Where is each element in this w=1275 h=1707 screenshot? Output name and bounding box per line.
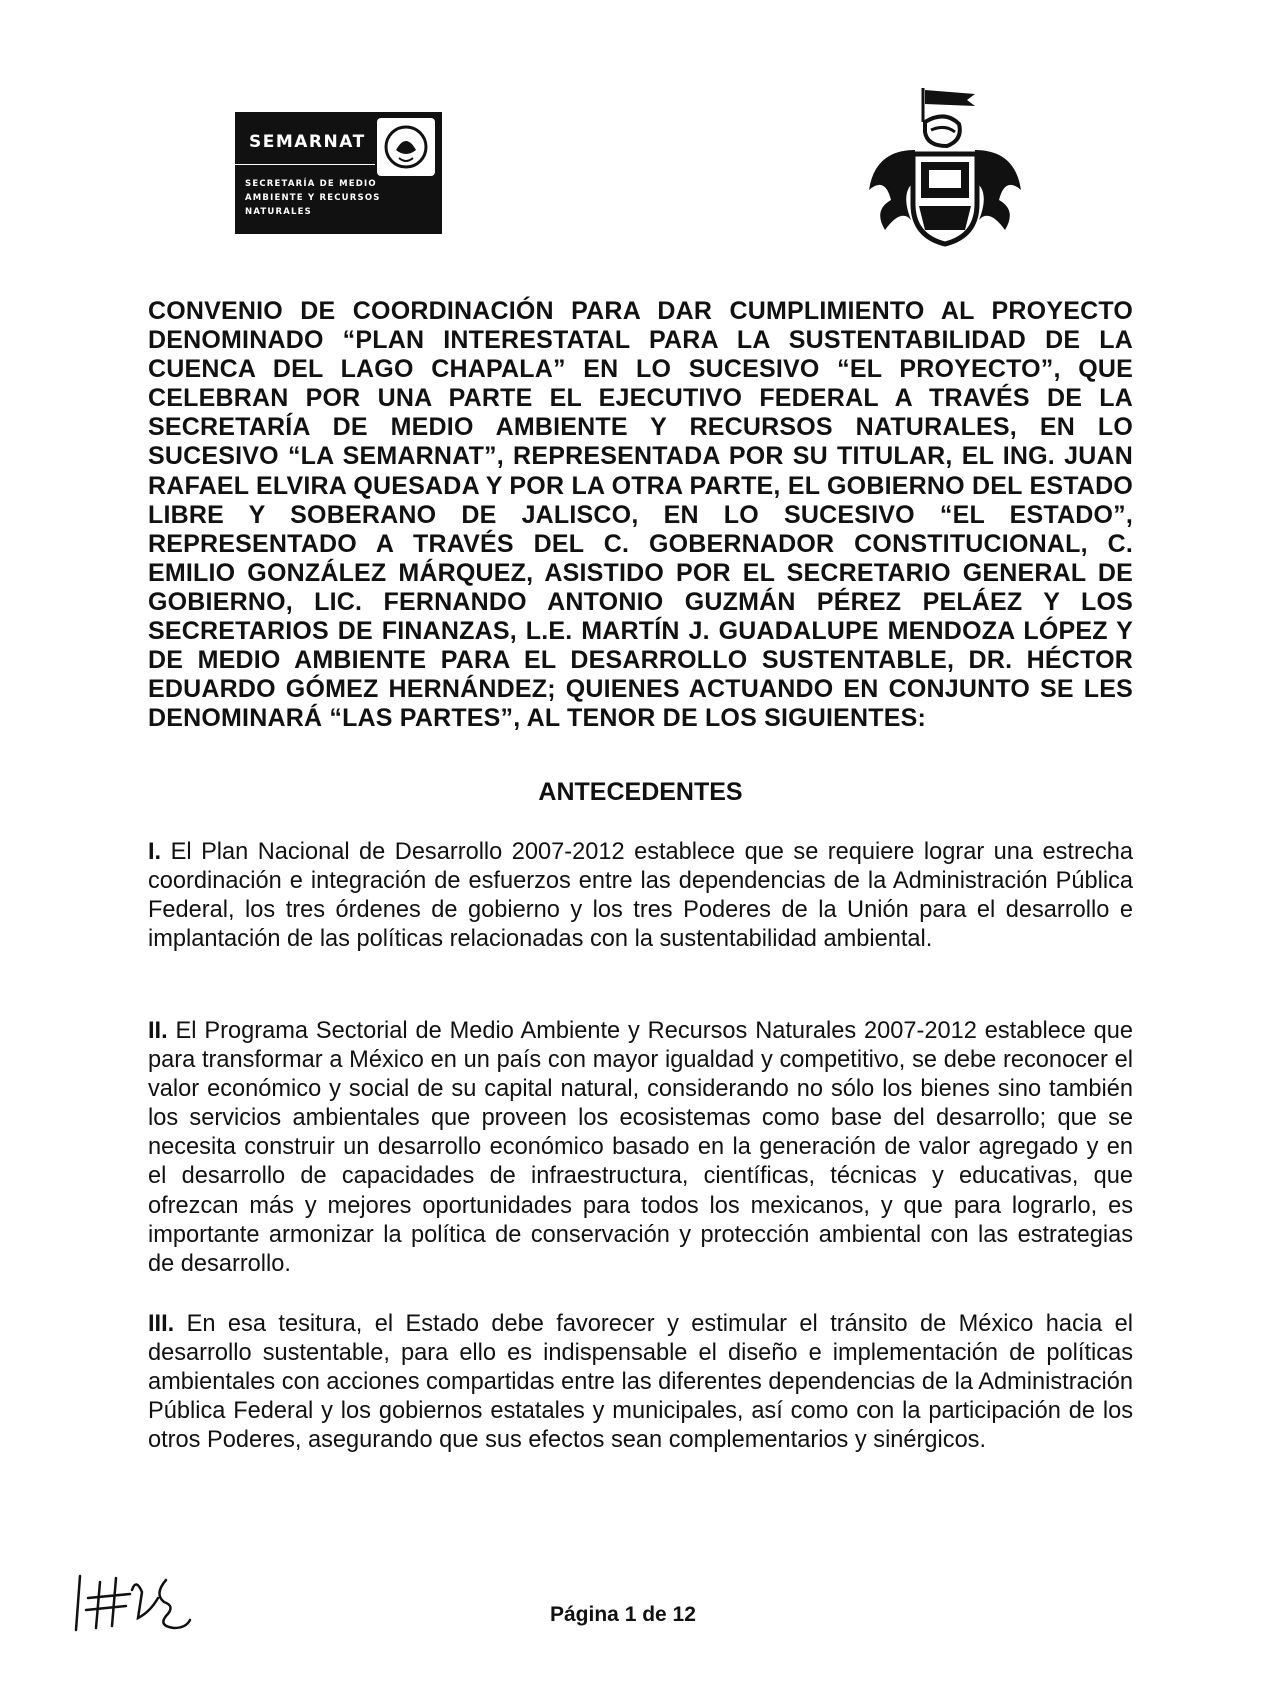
paragraph-numeral: II.	[148, 1018, 168, 1044]
paragraph-numeral: III.	[148, 1311, 175, 1337]
paragraph-i	[148, 838, 1133, 954]
jalisco-coat-of-arms-icon	[855, 80, 1035, 250]
paragraph-ii	[148, 1017, 1133, 1279]
paragraph-numeral: I.	[148, 839, 162, 865]
semarnat-brand: SEMARNAT	[249, 132, 366, 152]
semarnat-logo	[235, 112, 442, 234]
paragraph-iii	[148, 1310, 1133, 1455]
paragraph-text: El Plan Nacional de Desarrollo 2007-2012 establece que se requiere lograr una estrecha coordinación e integración de esfuerzos entre las dependencias de la Administración Pública Federal, los tres órdenes de gobierno y los tres Poderes de la Unión para el desarrollo e implantación de las políticas relacionadas con la sustentabilidad ambiental.	[148, 839, 1133, 953]
paragraph-text: En esa tesitura, el Estado debe favorecer y estimular el tránsito de México hacia el desarrollo sustentable, para ello es indispensable el diseño e implementación de políticas ambientales con acciones compartidas entre las diferentes dependencias de la Administración Pública Federal y los gobiernos estatales y municipales, así como con la participación de los otros Poderes, asegurando que sus efectos sean complementarios y sinérgicos.	[148, 1311, 1133, 1454]
document-title: CONVENIO DE COORDINACIÓN PARA DAR CUMPLIMIENTO AL PROYECTO DENOMINADO “PLAN INTERESTATAL PARA LA SUSTENTABILIDAD DE LA CUENCA DEL LAGO CHAPALA” EN LO SUCESIVO “EL PROYECTO”, QUE CELEBRAN POR UNA PARTE EL EJECUTIVO FEDERAL A TRAVÉS DE LA SECRETARÍA DE MEDIO AMBIENTE Y RECURSOS NATURALES, EN LO SUCESIVO “LA SEMARNAT”, REPRESENTADA POR SU TITULAR, EL ING. JUAN RAFAEL ELVIRA QUESADA Y POR LA OTRA PARTE, EL GOBIERNO DEL ESTADO LIBRE Y SOBERANO DE JALISCO, EN LO SUCESIVO “EL ESTADO”, REPRESENTADO A TRAVÉS DEL C. GOBERNADOR CONSTITUCIONAL, C. EMILIO GONZÁLEZ MÁRQUEZ, ASISTIDO POR EL SECRETARIO GENERAL DE GOBIERNO, LIC. FERNANDO ANTONIO GUZMÁN PÉREZ PELÁEZ Y LOS SECRETARIOS DE FINANZAS, L.E. MARTÍN J. GUADALUPE MENDOZA LÓPEZ Y DE MEDIO AMBIENTE PARA EL DESARROLLO SUSTENTABLE, DR. HÉCTOR EDUARDO GÓMEZ HERNÁNDEZ; QUIENES ACTUANDO EN CONJUNTO SE LES DENOMINARÁ “LAS PARTES”, AL TENOR DE LOS SIGUIENTES:	[148, 297, 1133, 733]
paragraph-text: El Programa Sectorial de Medio Ambiente y Recursos Naturales 2007-2012 establece que para transformar a México en un país con mayor igualdad y competitivo, se debe reconocer el valor económico y social de su capital natural, considerando no sólo los bienes sino también los servicios ambientales que proveen los ecosistemas como base del desarrollo; que se necesita construir un desarrollo económico basado en la generación de valor agregado y en el desarrollo de capacidades de infraestructura, científicas, técnicas y educativas, que ofrezcan más y mejores oportunidades para todos los mexicanos, y que para lograrlo, es importante armonizar la política de conservación y protección ambiental con las estrategias de desarrollo.	[148, 1018, 1133, 1277]
mexican-eagle-icon	[377, 118, 435, 176]
semarnat-subtitle: SECRETARÍA DE MEDIO AMBIENTE Y RECURSOS NATURALES	[245, 179, 381, 217]
page-number: Página 1 de 12	[550, 1603, 696, 1626]
section-heading-antecedentes: ANTECEDENTES	[538, 778, 743, 806]
handwritten-initials	[70, 1568, 200, 1638]
logo-divider	[235, 164, 375, 165]
